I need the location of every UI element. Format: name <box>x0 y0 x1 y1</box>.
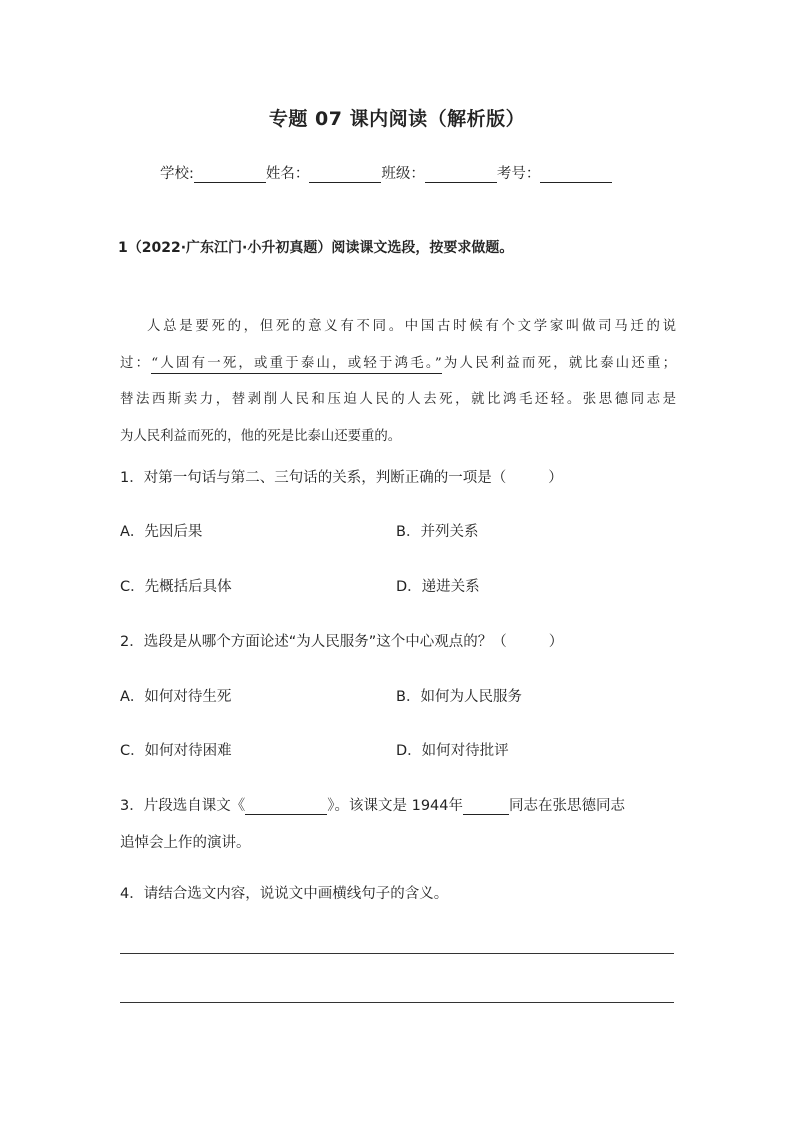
number-blank[interactable] <box>540 166 612 183</box>
passage-line-3: 替法西斯卖力，替剥削人民和压迫人民的人去死，就比鸿毛还轻。张思德同志是 <box>120 392 676 407</box>
q3-title-blank[interactable] <box>245 798 327 815</box>
q1-option-d[interactable]: D．递进关系 <box>396 579 480 595</box>
number-label: 考号： <box>496 166 541 182</box>
class-blank[interactable] <box>425 166 497 183</box>
underlined-sentence: “人固有一死，或重于泰山，或轻于鸿毛。” <box>151 356 441 374</box>
question-1-stem: 1．对第一句话与第二、三句话的关系，判断正确的一项是（ ） <box>120 470 563 486</box>
question-3-stem: 3．片段选自课文《 》。该课文是 1944年 同志在张思德同志 <box>120 798 625 814</box>
question-4-stem: 4．请结合选文内容，说说文中画横线句子的含义。 <box>120 886 449 902</box>
q1-option-a[interactable]: A．先因后果 <box>120 524 203 540</box>
passage-line-4: 为人民利益而死的，他的死是比泰山还要重的。 <box>120 428 402 444</box>
student-info-row <box>160 162 612 183</box>
class-label: 班级： <box>381 166 425 182</box>
q1-option-b[interactable]: B．并列关系 <box>396 524 479 540</box>
q3-author-blank[interactable] <box>463 798 509 815</box>
q2-option-a[interactable]: A．如何对待生死 <box>120 689 232 705</box>
page-title: 专题 07 课内阅读（解析版） <box>268 108 526 130</box>
school-blank[interactable] <box>194 166 266 183</box>
question-2-stem: 2．选段是从哪个方面论述“为人民服务”这个中心观点的？（ ） <box>120 634 564 650</box>
answer-line-2[interactable] <box>120 1002 674 1003</box>
reading-passage <box>120 309 676 455</box>
q2-option-d[interactable]: D．如何对待批评 <box>396 743 509 759</box>
question-header: 1（2022·广东江门·小升初真题）阅读课文选段，按要求做题。 <box>118 240 514 256</box>
q2-option-c[interactable]: C．如何对待困难 <box>120 743 232 759</box>
name-blank[interactable] <box>309 166 381 183</box>
q2-option-b[interactable]: B．如何为人民服务 <box>396 689 522 705</box>
question-3-line-2: 追悼会上作的演讲。 <box>120 835 251 851</box>
name-label: 姓名： <box>265 166 310 182</box>
passage-line-2: 过：“人固有一死，或重于泰山，或轻于鸿毛。”为人民利益而死，就比泰山还重； <box>120 346 676 383</box>
answer-line-1[interactable] <box>120 953 674 954</box>
q1-option-c[interactable]: C．先概括后具体 <box>120 579 232 595</box>
passage-line-1: 人总是要死的，但死的意义有不同。中国古时候有个文学家叫做司马迁的说 <box>147 319 676 334</box>
school-label: 学校: <box>160 166 194 182</box>
